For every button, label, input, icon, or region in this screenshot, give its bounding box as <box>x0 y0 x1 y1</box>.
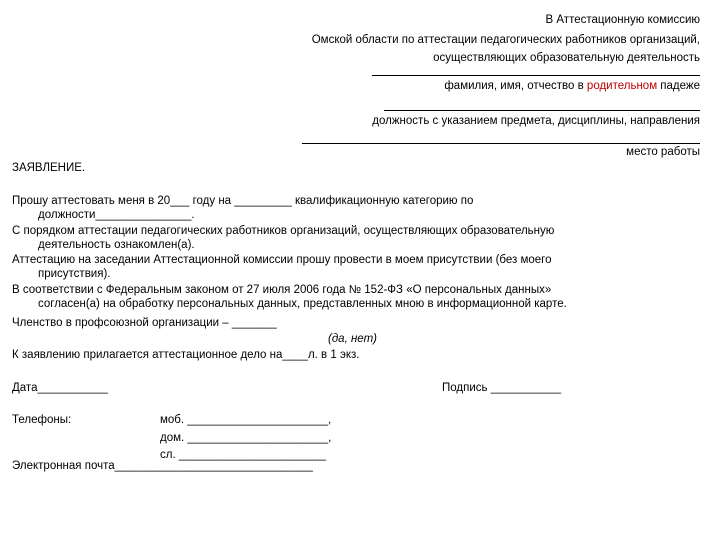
paragraph-union-membership: Членство в профсоюзной организации – _______ <box>12 317 277 329</box>
fio-caption <box>444 80 700 92</box>
fio-line[interactable] <box>372 75 700 76</box>
paragraph-procedure-line1: С порядком аттестации педагогических работников организаций, осуществляющих образовательную <box>12 225 555 237</box>
phone-home-field[interactable]: дом. ______________________, <box>160 432 332 444</box>
phone-work-field[interactable]: сл. _______________________ <box>160 449 326 461</box>
paragraph-procedure-line2: деятельность ознакомлен(а). <box>38 239 195 251</box>
paragraph-presence-line2: присутствия). <box>38 268 111 280</box>
fio-caption-suffix: падеже <box>657 80 700 92</box>
paragraph-personal-data-line2: согласен(а) на обработку персональных данных, представленных мною в информационной карте. <box>38 298 567 310</box>
date-field[interactable]: Дата___________ <box>12 382 108 394</box>
header-line-activity: осуществляющих образовательную деятельность <box>433 52 700 64</box>
fio-caption-prefix: фамилия, имя, отчество в <box>444 80 587 92</box>
signature-field[interactable]: Подпись ___________ <box>442 382 562 394</box>
position-line[interactable] <box>384 110 700 111</box>
paragraph-presence-line1: Аттестацию на заседании Аттестационной комиссии прошу провести в моем присутствии (без моего <box>12 254 552 266</box>
paragraph-attachment: К заявлению прилагается аттестационное дело на____л. в 1 экз. <box>12 349 360 361</box>
paragraph-personal-data-line1: В соответствии с Федеральным законом от 27 июля 2006 года № 152-ФЗ «О персональных данных» <box>12 284 552 296</box>
header-line-commission: В Аттестационную комиссию <box>545 14 700 26</box>
paragraph-attestation-request-line1: Прошу аттестовать меня в 20___ году на _________ квалификационную категорию по <box>12 195 474 207</box>
document-title: ЗАЯВЛЕНИЕ. <box>12 162 86 174</box>
phone-mobile-field[interactable]: моб. ______________________, <box>160 414 332 426</box>
header-line-region: Омской области по аттестации педагогических работников организаций, <box>311 34 700 46</box>
phones-label: Телефоны: <box>12 414 72 426</box>
position-caption: должность с указанием предмета, дисциплины, направления <box>372 115 700 127</box>
email-field[interactable]: Электронная почта_______________________________ <box>12 460 313 472</box>
union-membership-hint: (да, нет) <box>328 333 377 345</box>
workplace-caption: место работы <box>626 146 700 158</box>
workplace-line[interactable] <box>302 143 700 144</box>
paragraph-attestation-request-line2: должности_______________. <box>38 209 195 221</box>
fio-caption-highlight: родительном <box>586 80 658 92</box>
